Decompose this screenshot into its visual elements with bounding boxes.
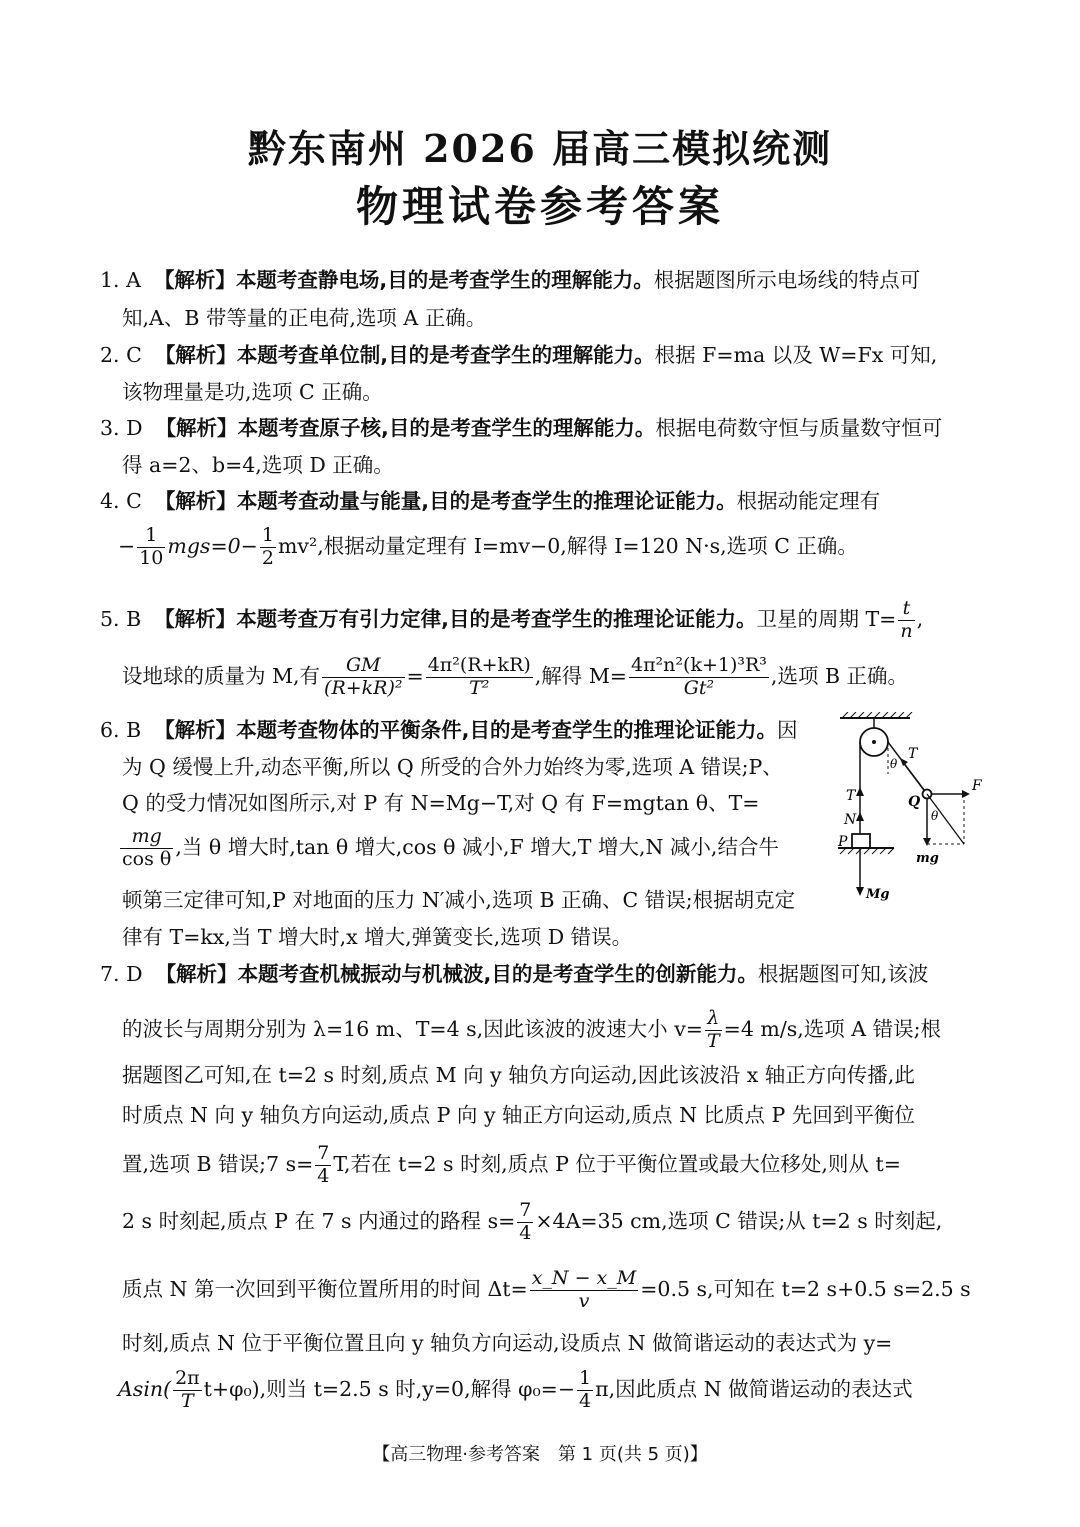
q6-focus: 本题考查物体的平衡条件,目的是考查学生的推理论证能力。 [236, 718, 777, 742]
label-p: P [838, 834, 848, 850]
q1-number: 1. A [100, 268, 141, 292]
q5-fraction-1: $\frac{GM}{\text{(R+kR)²}}$ [324, 654, 403, 699]
q7-line-5 [122, 1143, 901, 1188]
q3-tag: 【解析】 [155, 416, 238, 440]
q1-focus: 本题考查静电场,目的是考查学生的理解能力。 [235, 268, 654, 292]
q7-line-7 [122, 1268, 971, 1313]
q2-line-2: 该物理量是功,选项 C 正确。 [122, 380, 383, 404]
q3-line-1 [100, 418, 942, 439]
q3-text-1: 根据电荷数守恒与质量数守恒可 [655, 416, 943, 440]
q3-number: 3. D [100, 416, 143, 440]
q7-line-3: 据题图乙可知,在 t=2 s 时刻,质点 M 向 y 轴负方向运动,因此该波沿 x 轴正方向传播,此 [122, 1063, 915, 1087]
block-p [852, 834, 870, 848]
q4-number: 4. C [100, 489, 142, 513]
q5-fraction-2: $\frac{\text{4π²(R+kR)}}{\text{T²}}$ [427, 654, 531, 699]
q5-text-2c: ,选项 B 正确。 [770, 663, 909, 688]
q7-fraction-1: $\frac{\lambda}{T}$ [706, 1007, 720, 1052]
label-big-mg: Mg [866, 887, 890, 902]
q7-text-9c: π,因此质点 N 做简谐运动的表达式 [595, 1376, 913, 1401]
q6-line-5: 顿第三定律可知,P 对地面的压力 N′减小,选项 B 正确、C 错误;根据胡克定 [122, 888, 796, 912]
q4-fraction-2: $\frac{1}{2}$ [261, 524, 274, 569]
q7-line-6 [122, 1200, 942, 1245]
label-f: F [972, 778, 982, 794]
q5-text-2a: 设地球的质量为 M,有 [122, 663, 321, 688]
q6-line-6: 律有 T=kx,当 T 增大时,x 增大,弹簧变长,选项 D 错误。 [122, 925, 633, 949]
q7-line-9 [118, 1368, 913, 1413]
q5-focus: 本题考查万有引力定律,目的是考查学生的推理论证能力。 [236, 606, 757, 631]
q7-fraction-5: $\frac{2\pi}{T}$ [175, 1367, 200, 1412]
q7-text-9b: t+φ₀),则当 t=2.5 s 时,y=0,解得 φ₀=− [203, 1376, 576, 1401]
q2-focus: 本题考查单位制,目的是考查学生的理解能力。 [236, 343, 655, 367]
q2-text-1: 根据 F=ma 以及 W=Fx 可知, [654, 343, 938, 367]
q4-text-1: 根据动能定理有 [736, 489, 881, 513]
label-t-left: T [846, 788, 856, 804]
page-footer: 【高三物理·参考答案 第 1 页(共 5 页)】 [372, 1444, 708, 1465]
q7-text-2a: 的波长与周期分别为 λ=16 m、T=4 s,因此该波的波速大小 v= [122, 1016, 703, 1041]
q6-text-4: ,当 θ 增大时,tan θ 增大,cos θ 减小,F 增大,T 增大,N 减小,结合牛 [175, 834, 779, 859]
label-n: N [844, 812, 857, 828]
q7-fraction-3: $\frac{7}{4}$ [519, 1199, 532, 1244]
q7-text-5a: 置,选项 B 错误;7 s= [122, 1151, 314, 1176]
label-mg: mg [916, 851, 939, 866]
q5-text-1: 卫星的周期 T= [756, 606, 897, 631]
q6-line-4 [118, 826, 779, 871]
q7-fraction-2: $\frac{7}{4}$ [317, 1142, 330, 1187]
q7-text-7b: =0.5 s,可知在 t=2 s+0.5 s=2.5 s [640, 1276, 971, 1301]
q7-text-7a: 质点 N 第一次回到平衡位置所用的时间 Δt= [122, 1276, 528, 1301]
q5-tag: 【解析】 [154, 606, 237, 631]
q1-tag: 【解析】 [153, 268, 236, 292]
q7-text-6b: ×4A=35 cm,选项 C 错误;从 t=2 s 时刻起, [535, 1208, 943, 1233]
q7-line-2 [122, 1008, 941, 1053]
q7-text-5b: T,若在 t=2 s 时刻,质点 P 位于平衡位置或最大位移处,则从 t= [333, 1151, 901, 1176]
page-subtitle: 物理试卷参考答案 [355, 182, 724, 231]
q7-text-6a: 2 s 时刻起,质点 P 在 7 s 内通过的路程 s= [122, 1208, 516, 1233]
q7-text-9a: Asin( [118, 1376, 172, 1401]
q6-tag: 【解析】 [154, 718, 237, 742]
q2-tag: 【解析】 [154, 343, 237, 367]
q5-line-1: 5. B 【解析】本题考查万有引力定律,目的是考查学生的推理论证能力。卫星的周期 T= $\frac{t}{n}$ , [100, 597, 924, 642]
label-theta-top: θ [890, 757, 898, 771]
tension-arrowhead-q [900, 758, 908, 766]
q5-text-2b: ,解得 M= [534, 663, 627, 688]
q4-tail-text: mv²,根据动量定理有 I=mv−0,解得 I=120 N·s,选项 C 正确。 [277, 533, 858, 558]
q7-fraction-6: $\frac{1}{4}$ [579, 1367, 592, 1412]
normal-arrowhead [856, 812, 864, 821]
force-f-arrowhead [962, 790, 970, 798]
page-title: 黔东南州 2026 届高三模拟统测 [247, 126, 833, 171]
q4-line-2: − $\frac{1}{10}$ mgs=0− $\frac{1}{2}$ mv²,根据动量定理有 I=mv−0,解得 I=120 N·s,选项 C 正确。 [118, 524, 858, 569]
label-q: Q [908, 794, 921, 810]
weight-mg-arrowhead [923, 838, 931, 846]
q6-line-1 [100, 720, 797, 741]
q6-fraction: $\frac{mg}{\text{cos θ}}$ [122, 825, 172, 870]
q7-tag: 【解析】 [155, 962, 238, 986]
q3-focus: 本题考查原子核,目的是考查学生的理解能力。 [237, 416, 656, 440]
q7-fraction-4: $\frac{x\_N - x\_M}{v}$ [531, 1267, 637, 1312]
q3-line-2: 得 a=2、b=4,选项 D 正确。 [122, 453, 394, 477]
q7-number: 7. D [100, 962, 143, 986]
q5-line-2: 设地球的质量为 M,有 $\frac{GM}{\text{(R+kR)²}}$ = $\frac{\text{4π²(R+kR)}}{\text{T²}}$ ,解得 M= $\frac{\text{4π²n²(k+1)³R³}}{\text{Gt²}}$ ,选项 B 正确。 [122, 654, 909, 699]
q6-line-2: 为 Q 缓慢上升,动态平衡,所以 Q 所受的合外力始终为零,选项 A 错误;P、 [122, 755, 783, 779]
q5-fraction-3: $\frac{\text{4π²n²(k+1)³R³}}{\text{Gt²}}$ [630, 654, 767, 699]
q4-tag: 【解析】 [154, 489, 237, 513]
weight-mg-p-arrowhead [856, 887, 864, 896]
q4-line-1 [100, 491, 880, 512]
tension-arrowhead-p [856, 787, 864, 796]
q2-number: 2. C [100, 343, 142, 367]
q1-line-1 [100, 270, 920, 291]
q1-line-2: 知,A、B 带等量的正电荷,选项 A 正确。 [122, 306, 487, 330]
q7-line-1 [100, 964, 928, 985]
label-t-top: T [908, 746, 918, 762]
q7-line-8: 时刻,质点 N 位于平衡位置且向 y 轴负方向运动,设质点 N 做简谐运动的表达式为 y= [122, 1331, 893, 1355]
q7-line-4: 时质点 N 向 y 轴负方向运动,质点 P 向 y 轴正方向运动,质点 N 比质点 P 先回到平衡位 [122, 1103, 915, 1127]
q2-line-1 [100, 345, 937, 366]
q6-text-1: 因 [776, 718, 798, 742]
q4-fraction-1: $\frac{1}{10}$ [139, 524, 164, 569]
q6-number: 6. B [100, 718, 142, 742]
q1-text-1: 根据题图所示电场线的特点可 [653, 268, 921, 292]
q6-force-diagram [832, 712, 992, 912]
q7-focus: 本题考查机械振动与机械波,目的是考查学生的创新能力。 [237, 962, 758, 986]
q7-text-1: 根据题图可知,该波 [757, 962, 929, 986]
q5-number: 5. B [100, 606, 142, 631]
q4-focus: 本题考查动量与能量,目的是考查学生的推理论证能力。 [236, 489, 737, 513]
q6-line-3: Q 的受力情况如图所示,对 P 有 N=Mg−T,对 Q 有 F=mgtan θ、T= [122, 791, 760, 815]
label-theta-q: θ [931, 809, 939, 823]
q7-text-2b: =4 m/s,选项 A 错误;根 [723, 1016, 942, 1041]
q5-fraction-period: $\frac{t}{n}$ [900, 597, 913, 642]
pulley-axle [872, 740, 876, 744]
tension-arrow-q [902, 761, 927, 794]
q4-mid-text: mgs=0− [167, 533, 258, 558]
